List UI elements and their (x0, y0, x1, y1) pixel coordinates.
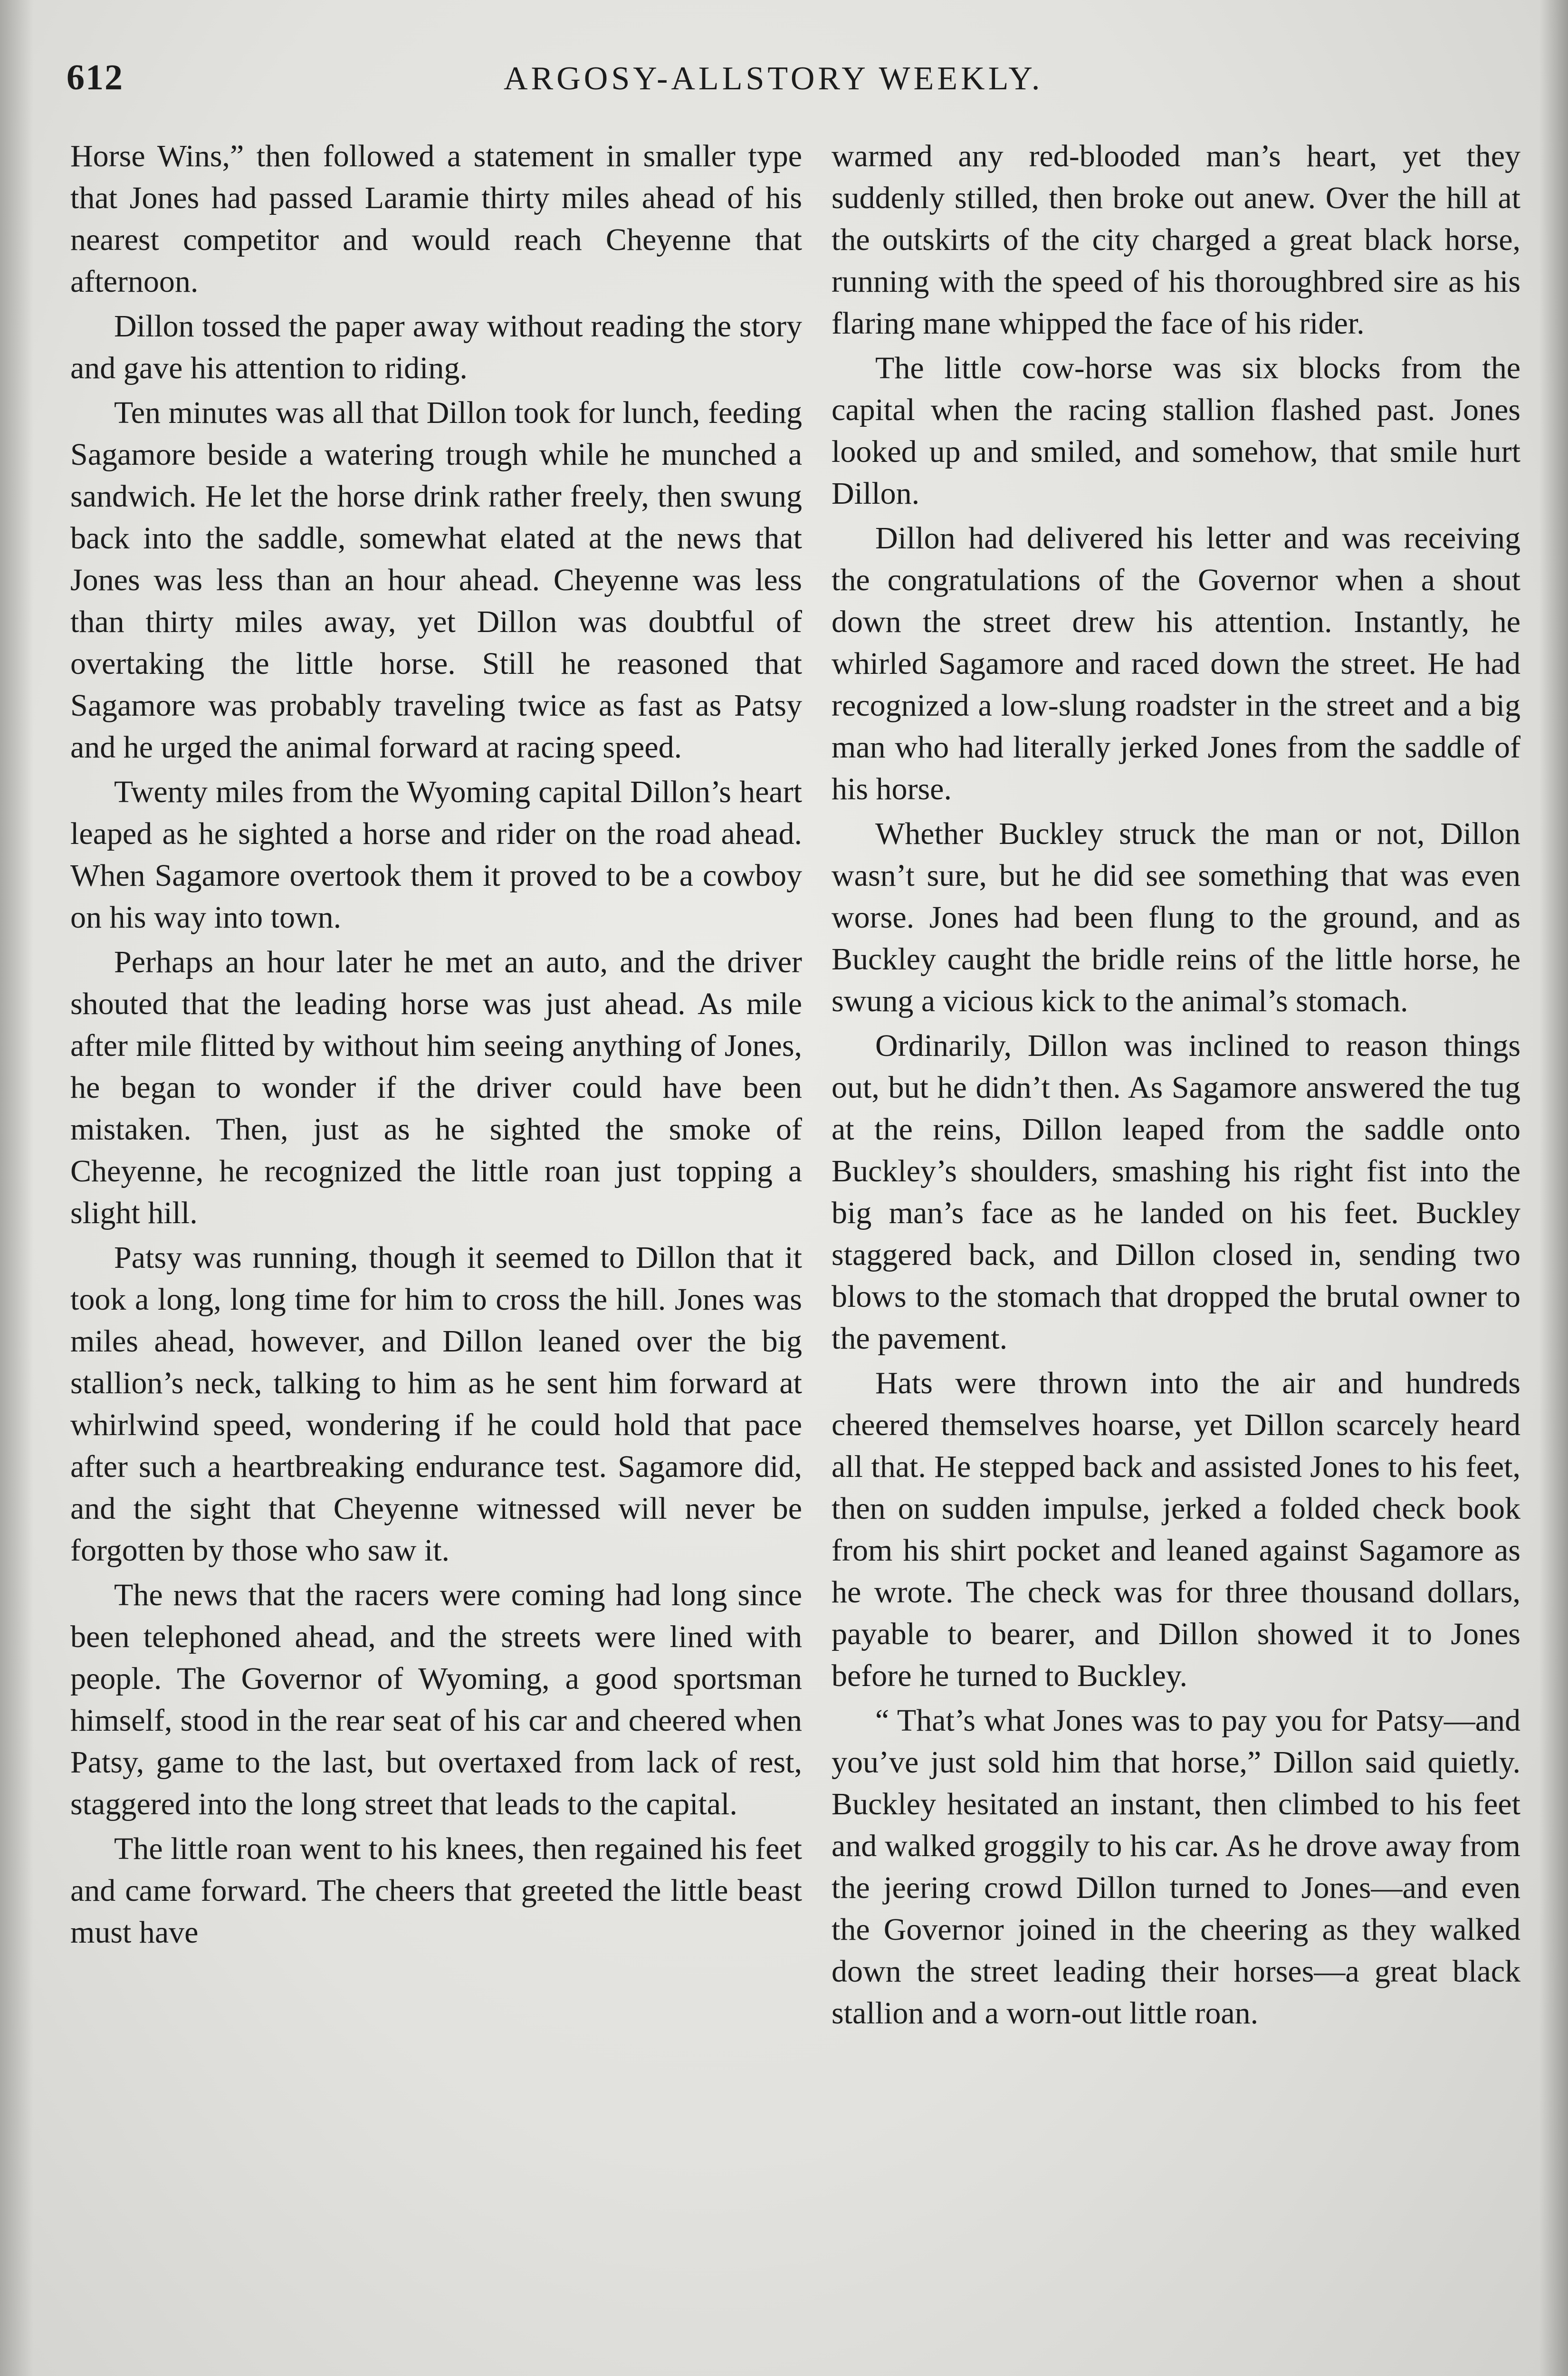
paragraph: Twenty miles from the Wyoming capital Dillon’s heart leaped as he sighted a horse and rider on the road ahead. When Sagamore overtook them it proved to be a cowboy on his way into town. (70, 775, 802, 935)
right-column (832, 135, 1520, 2037)
paragraph: The little roan went to his knees, then regained his feet and came forward. The cheers that greeted the little beast must have (70, 1831, 802, 1950)
page-edge-shadow-right (1539, 0, 1568, 2376)
paragraph: The little cow-horse was six blocks from the capital when the racing stallion flashed past. Jones looked up and smiled, and somehow, that smile hurt Dillon. (832, 351, 1520, 511)
page-header (67, 52, 1492, 105)
page-number: 612 (67, 57, 124, 97)
paragraph: Horse Wins,” then followed a statement in smaller type that Jones had passed Laramie thirty miles ahead of his nearest competitor and would reach Cheyenne that afternoon. (70, 139, 802, 299)
running-head: ARGOSY-ALLSTORY WEEKLY. (504, 60, 1043, 97)
page-edge-shadow-left (0, 0, 33, 2376)
paragraph: Ten minutes was all that Dillon took for lunch, feeding Sagamore beside a watering trough while he munched a sandwich. He let the horse drink rather freely, then swung back into the saddle, somewhat elated at the news that Jones was less than an hour ahead. Cheyenne was less than thirty miles away, yet Dillon was doubtful of overtaking the little horse. Still he reasoned that Sagamore was probably traveling twice as fast as Patsy and he urged the animal forward at racing speed. (70, 395, 802, 765)
left-column (70, 135, 802, 1956)
paragraph: Hats were thrown into the air and hundreds cheered themselves hoarse, yet Dillon scarcely heard all that. He stepped back and assisted Jones to his feet, then on sudden impulse, jerked a folded check book from his shirt pocket and leaned against Sagamore as he wrote. The check was for three thousand dollars, payable to bearer, and Dillon showed it to Jones before he turned to Buckley. (832, 1366, 1520, 1693)
paragraph: Dillon had delivered his letter and was receiving the congratulations of the Governor when a shout down the street drew his attention. Instantly, he whirled Sagamore and raced down the street. He had recognized a low-slung roadster in the street and a big man who had literally jerked Jones from the saddle of his horse. (832, 521, 1520, 806)
paragraph: The news that the racers were coming had long since been telephoned ahead, and the streets were lined with people. The Governor of Wyoming, a good sportsman himself, stood in the rear seat of his car and cheered when Patsy, game to the last, but overtaxed from lack of rest, staggered into the long street that leads to the capital. (70, 1578, 802, 1821)
paragraph: warmed any red-blooded man’s heart, yet they suddenly stilled, then broke out anew. Over the hill at the outskirts of the city charged a great black horse, running with the speed of his thoroughbred sire as his flaring mane whipped the face of his rider. (832, 139, 1520, 341)
paragraph: Patsy was running, though it seemed to Dillon that it took a long, long time for him to cross the hill. Jones was miles ahead, however, and Dillon leaned over the big stallion’s neck, talking to him as he sent him forward at whirlwind speed, wondering if he could hold that pace after such a heartbreaking endurance test. Sagamore did, and the sight that Cheyenne witnessed will never be forgotten by those who saw it. (70, 1240, 802, 1568)
paragraph: Ordinarily, Dillon was inclined to reason things out, but he didn’t then. As Sagamore answered the tug at the reins, Dillon leaped from the saddle onto Buckley’s shoulders, smashing his right fist into the big man’s face as he landed on his feet. Buckley staggered back, and Dillon closed in, sending two blows to the stomach that dropped the brutal owner to the pavement. (832, 1028, 1520, 1356)
paragraph: Whether Buckley struck the man or not, Dillon wasn’t sure, but he did see something that was even worse. Jones had been flung to the ground, and as Buckley caught the bridle reins of the little horse, he swung a vicious kick to the animal’s stomach. (832, 816, 1520, 1018)
paragraph: “ That’s what Jones was to pay you for Patsy—and you’ve just sold him that horse,” Dillon said quietly. Buckley hesitated an instant, then climbed to his feet and walked groggily to his car. As he drove away from the jeering crowd Dillon turned to Jones—and even the Governor joined in the cheering as they walked down the street leading their horses—a great black stallion and a worn-out little roan. (832, 1703, 1520, 2031)
paragraph: Dillon tossed the paper away without reading the story and gave his attention to riding. (70, 309, 802, 385)
paragraph: Perhaps an hour later he met an auto, and the driver shouted that the leading horse was just ahead. As mile after mile flitted by without him seeing anything of Jones, he began to wonder if the driver could have been mistaken. Then, just as he sighted the smoke of Cheyenne, he recognized the little roan just topping a slight hill. (70, 945, 802, 1230)
